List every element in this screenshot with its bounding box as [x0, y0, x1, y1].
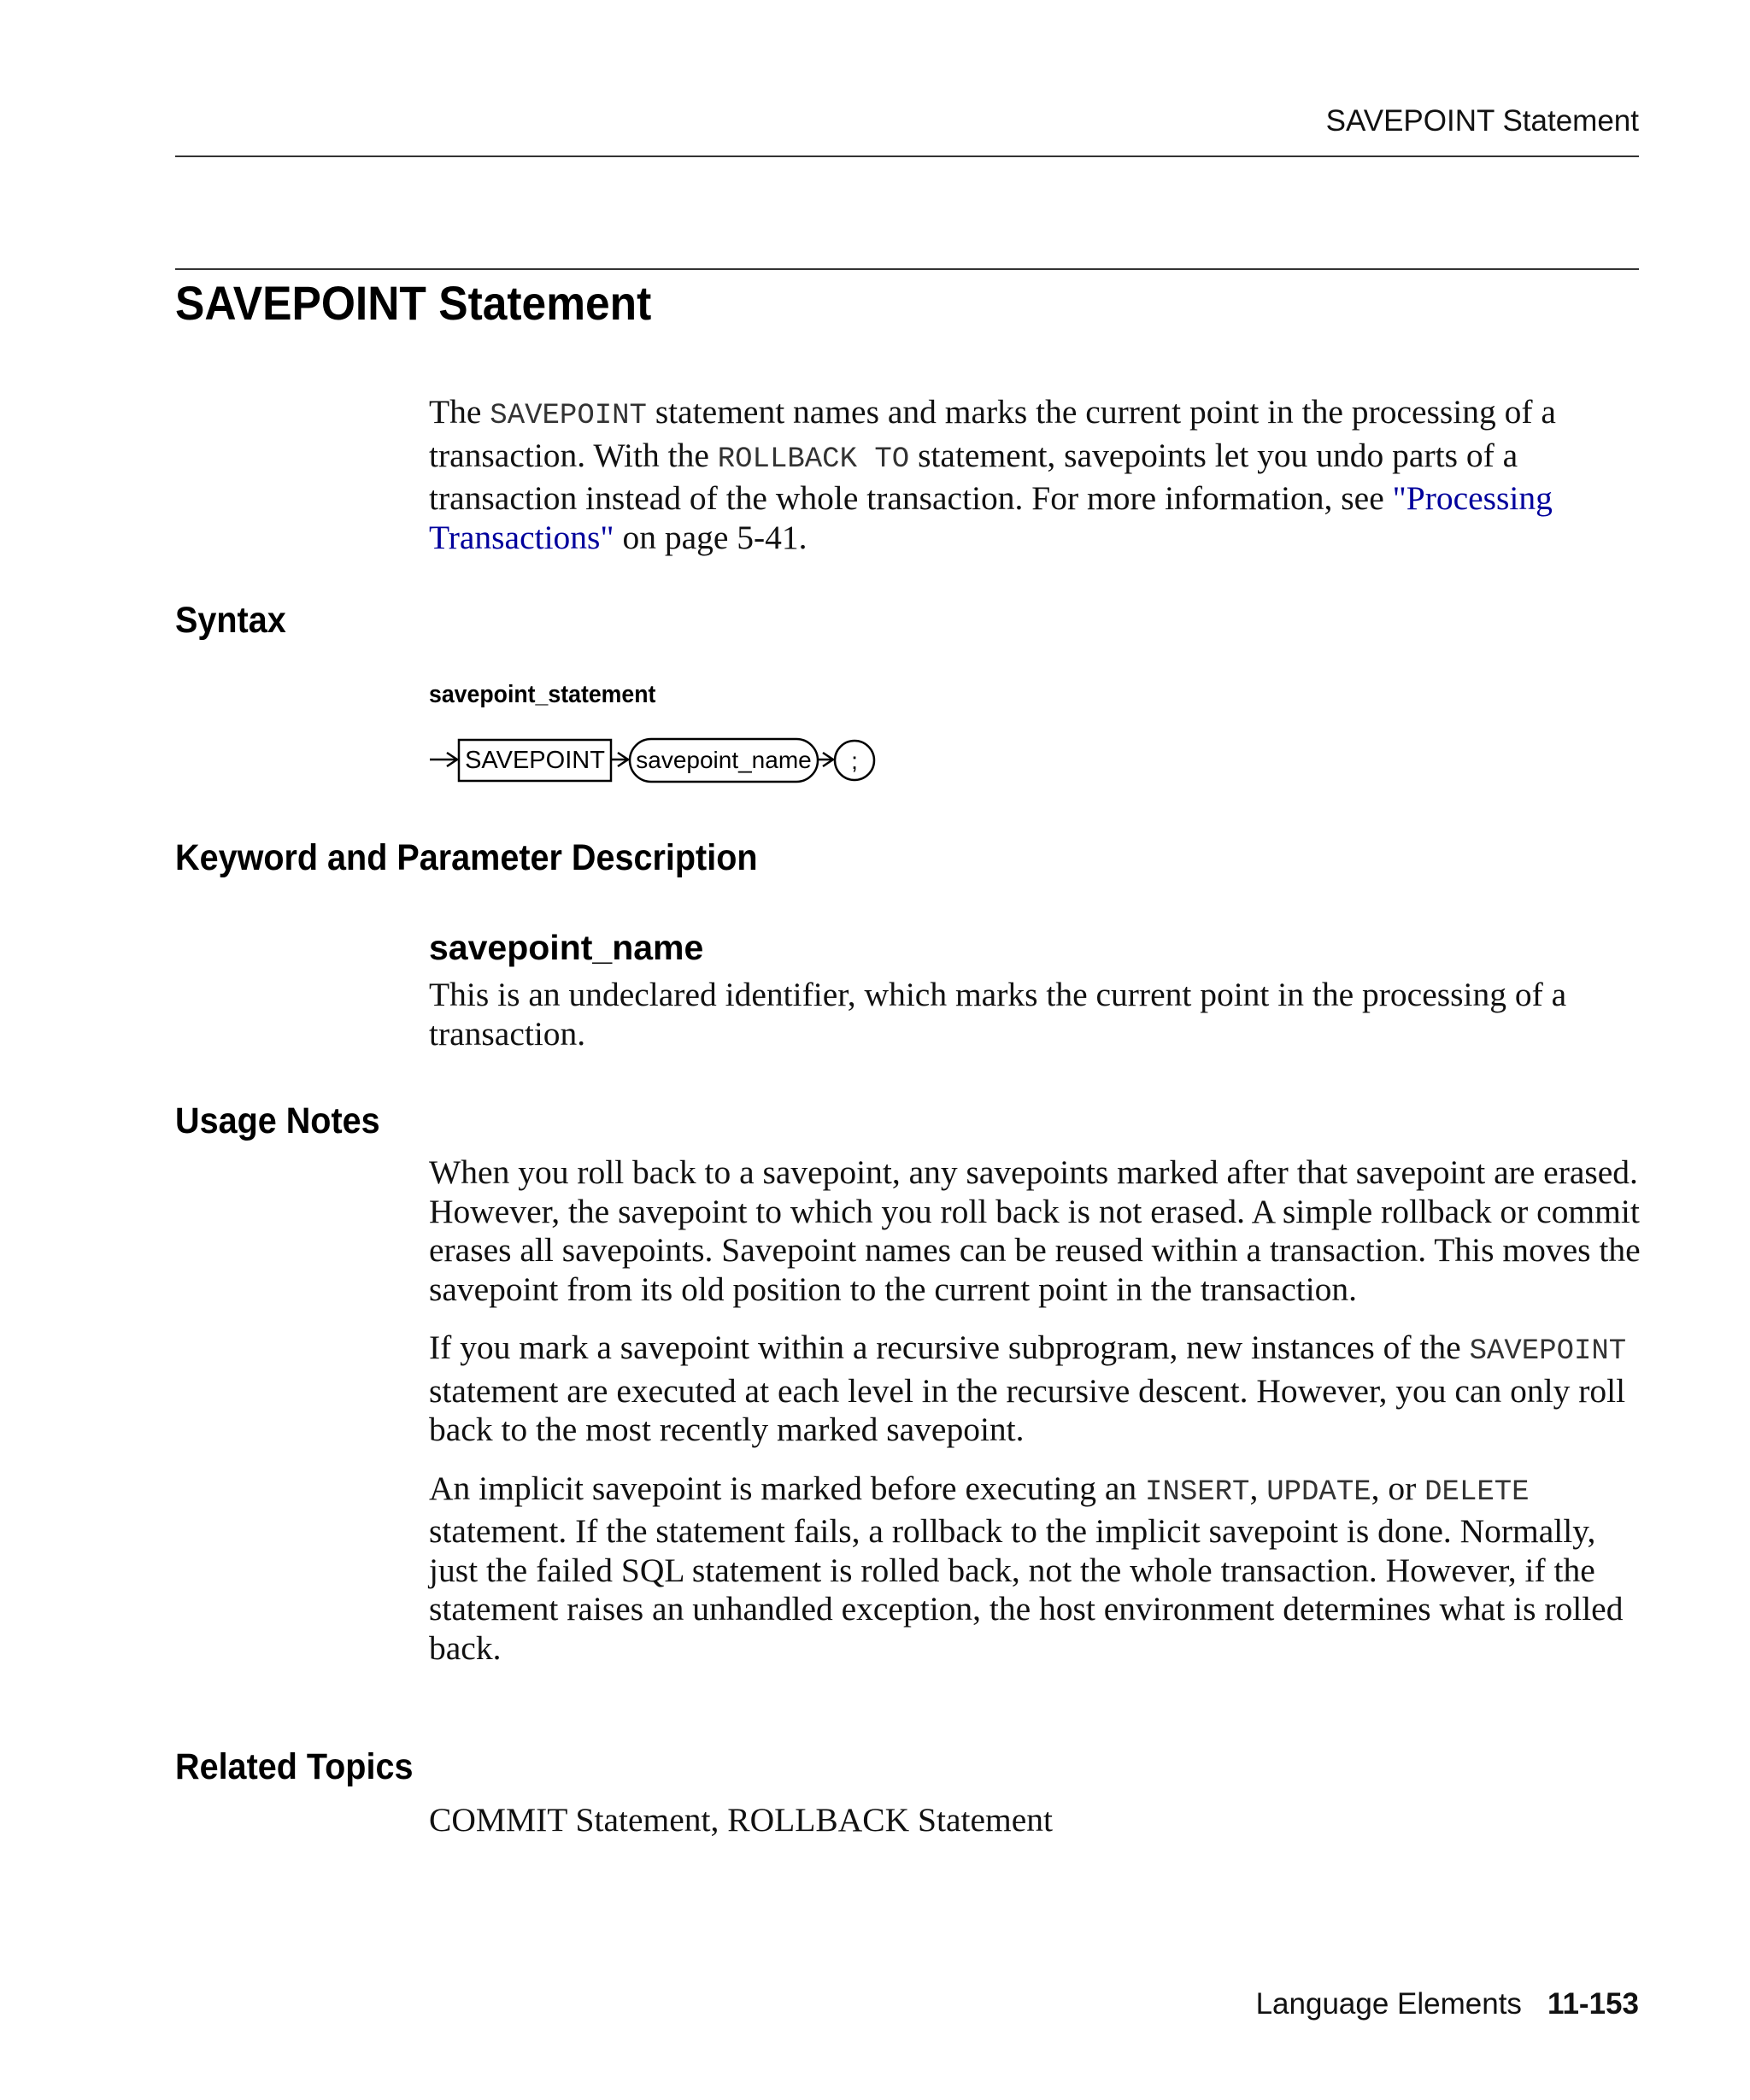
syntax-heading: Syntax [175, 600, 286, 641]
code-rollback-to: ROLLBACK TO [717, 443, 910, 476]
parameter-name: savepoint_name [429, 928, 704, 967]
page-footer [1256, 1987, 1639, 2021]
parameter-block [429, 928, 1642, 1073]
title-rule [175, 268, 1639, 270]
usage-notes-heading: Usage Notes [175, 1100, 380, 1141]
usage-paragraph-3 [429, 1469, 1642, 1669]
usage-p3-text-1: An implicit savepoint is marked before executing an [429, 1469, 1146, 1507]
intro-paragraph [429, 393, 1642, 557]
related-topics-text: COMMIT Statement, ROLLBACK Statement [429, 1801, 1053, 1839]
usage-notes-block [429, 1153, 1642, 1687]
keyword-parameter-heading: Keyword and Parameter Description [175, 837, 758, 878]
intro-block [429, 393, 1642, 577]
usage-p3-text-4: statement. If the statement fails, a rollback to the implicit savepoint is done. Normally, just the failed SQL statement is rolled back, not the whole transaction. However, if the statement raises an unhandled exception, the host environment determines what is rolled back. [429, 1512, 1624, 1667]
related-topics-block [429, 1801, 1642, 1860]
usage-p3-text-2: , [1249, 1469, 1267, 1507]
intro-text-3: statement, savepoints let you undo parts of a transaction instead of the whole transaction. For more information, see [429, 436, 1518, 517]
header-rule [175, 155, 1639, 157]
processing-transactions-link[interactable]: "Processing Transactions" [429, 479, 1553, 556]
usage-p2-text-1: If you mark a savepoint within a recursive subprogram, new instances of the [429, 1329, 1470, 1366]
parameter-savepoint-name: savepoint_name [636, 747, 812, 773]
code-insert: INSERT [1145, 1475, 1250, 1509]
footer-page-number: 11-153 [1547, 1987, 1639, 2021]
running-header: SAVEPOINT Statement [1325, 104, 1639, 138]
intro-text-4: on page 5-41. [614, 518, 807, 556]
usage-paragraph-2 [429, 1329, 1642, 1450]
usage-p3-text-3: , or [1371, 1469, 1425, 1507]
intro-text-2: statement names and marks the current point in the processing of a transaction. With the [429, 393, 1556, 474]
syntax-diagram-label: savepoint_statement [429, 681, 656, 708]
keyword-savepoint: SAVEPOINT [465, 747, 605, 774]
code-savepoint: SAVEPOINT [1469, 1335, 1627, 1368]
page-title: SAVEPOINT Statement [175, 276, 652, 330]
intro-text-1: The [429, 393, 490, 431]
entry-arrow [430, 753, 457, 766]
connector-arrow [611, 753, 628, 766]
parameter-description: This is an undeclared identifier, which marks the current point in the processing of a transaction. [429, 976, 1567, 1053]
usage-p2-text-2: statement are executed at each level in the recursive descent. However, you can only roll back to the most recently marked savepoint. [429, 1371, 1626, 1448]
syntax-diagram [423, 730, 884, 799]
code-update: UPDATE [1266, 1475, 1371, 1509]
footer-chapter: Language Elements [1255, 1987, 1522, 2021]
connector-arrow [818, 753, 833, 766]
code-delete: DELETE [1424, 1475, 1530, 1509]
code-savepoint: SAVEPOINT [490, 400, 647, 432]
terminator-semicolon: ; [851, 748, 858, 774]
usage-paragraph-1: When you roll back to a savepoint, any savepoints marked after that savepoint are erased. However, the savepoint to which you roll back is not erased. A simple rollback or commit erases all savepoints. Savepoint names can be reused within a transaction. This moves the savepoint from its old position to the current point in the transaction. [429, 1153, 1641, 1308]
related-topics-heading: Related Topics [175, 1746, 414, 1787]
